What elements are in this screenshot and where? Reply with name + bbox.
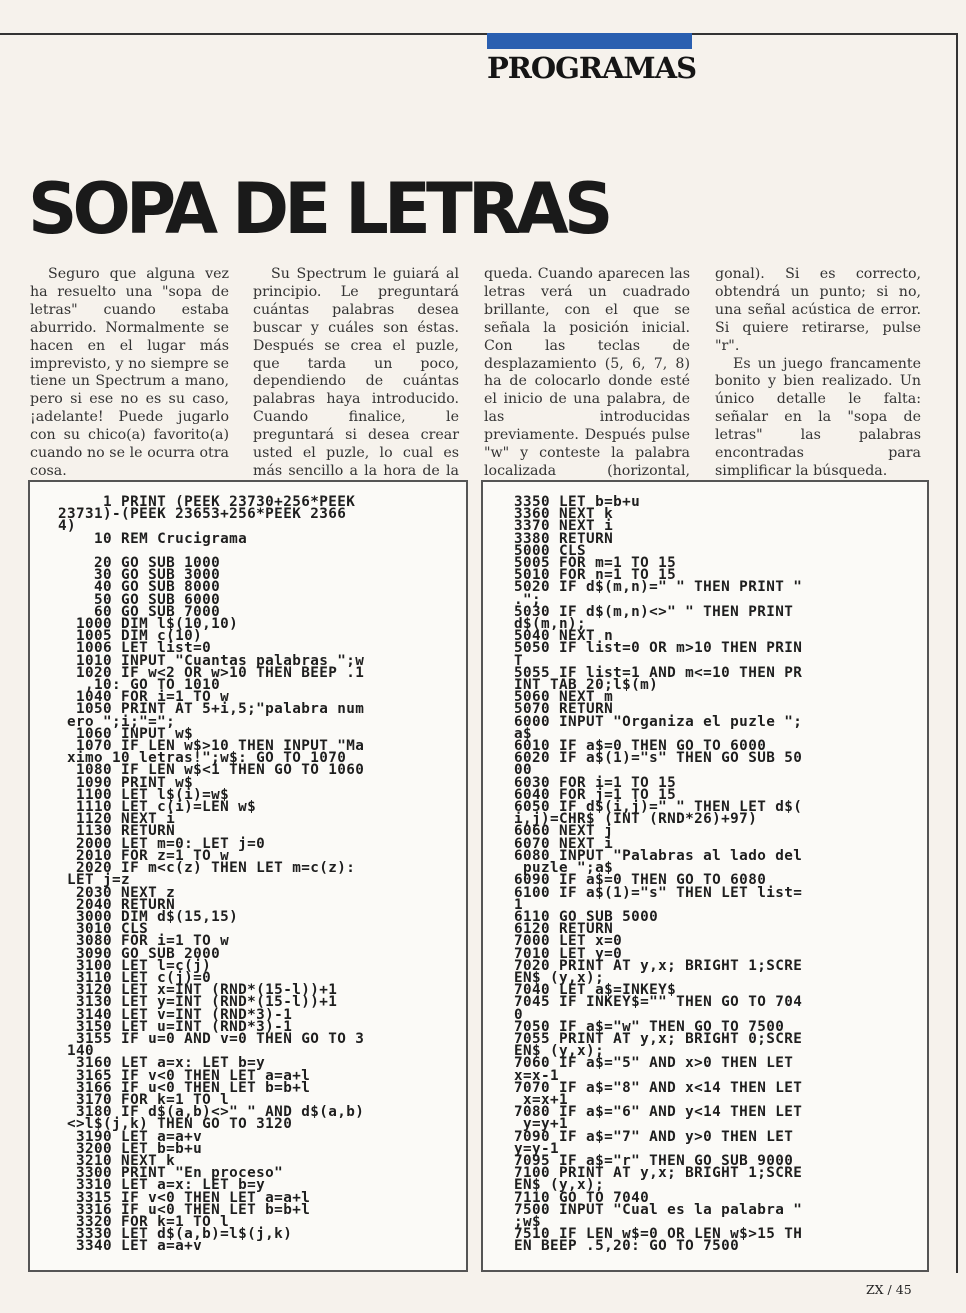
- basic-code-left: 1 PRINT (PEEK 23730+256*PEEK 23731)-(PEEK 23653+256*PEEK 2366 4) 10 REM Crucigrama 20 GO SUB 1000 30 GO SUB 3000 40 GO SUB 8000 50 GO SUB 6000 60 GO SUB 7000 1000 DIM l$(10,10) 1005 DIM c(10) 1006 LET list=0 1010 INPUT "Cuantas palabras ";w 1020 IF w<2 OR w>10 THEN BEEP .1 ,10: GO TO 1010 1040 FOR i=1 TO w 1050 PRINT AT 5+i,5;"palabra num ero ";i;"="; 1060 INPUT w$ 1070 IF LEN w$>10 THEN INPUT "Ma ximo 10 letras!";w$: GO TO 1070 1080 IF LEN w$<1 THEN GO TO 1060 1090 PRINT w$ 1100 LET l$(i)=w$ 1110 LET c(i)=LEN w$ 1120 NEXT i 1130 RETURN 2000 LET m=0: LET j=0 2010 FOR z=1 TO w 2020 IF m<c(z) THEN LET m=c(z): LET j=z 2030 NEXT z 2040 RETURN 3000 DIM d$(15,15) 3010 CLS 3080 FOR i=1 TO w 3090 GO SUB 2000 3100 LET l=c(j) 3110 LET c(j)=0 3120 LET x=INT (RND*(15-l))+1 3130 LET y=INT (RND*(15-l))+1 3140 LET v=INT (RND*3)-1 3150 LET u=INT (RND*3)-1 3155 IF u=0 AND v=0 THEN GO TO 3 140 3160 LET a=x: LET b=y 3165 IF v<0 THEN LET a=a+l 3166 IF u<0 THEN LET b=b+l 3170 FOR k=1 TO l 3180 IF d$(a,b)<>" " AND d$(a,b) <>l$(j,k) THEN GO TO 3120 3190 LET a=a+v 3200 LET b=b+u 3210 NEXT k 3300 PRINT "En proceso" 3310 LET a=x: LET b=y 3315 IF v<0 THEN LET a=a+l 3316 IF u<0 THEN LET b=b+l 3320 FOR k=1 TO l 3330 LET d$(a,b)=l$(j,k) 3340 LET a=a+v: [58, 494, 365, 1255]
- paragraph: queda. Cuando aparecen las letras verá un cuadrado brillante, con el que se señala la posición inicial. Con las teclas de desplazamiento (5, 6, 7, 8) ha de colocarlo donde esté el inicio de una palabra, de las introducidas previamente. Después pulse "w" y conteste la palabra localizada (horizontal,: [484, 266, 690, 479]
- text-column-2: [253, 266, 459, 499]
- section-color-bar: [487, 33, 692, 49]
- paragraph: Su Spectrum le guiará al principio. Le preguntará cuántas palabras desea buscar y cuáles son éstas. Después se crea el puzle, que tarda un poco, dependiendo de cuántas palabras haya introducido. Cuando finalice, le preguntará si desea crear usted el puzle, lo cual es más sencillo a la hora de la: [253, 266, 459, 479]
- page-folio: ZX / 45: [866, 1282, 912, 1297]
- text-column-4: [715, 266, 921, 499]
- text-column-1: [30, 266, 229, 481]
- basic-code-right: 3350 LET b=b+u 3360 NEXT k 3370 NEXT i 3380 RETURN 5000 CLS 5005 FOR m=1 TO 15 5010 FOR n=1 TO 15 5020 IF d$(m,n)=" " THEN PRINT " ."; 5030 IF d$(m,n)<>" " THEN PRINT d$(m,n); 5040 NEXT n 5050 IF list=0 OR m>10 THEN PRIN T 5055 IF list=1 AND m<=10 THEN PR INT TAB 20;l$(m) 5060 NEXT m 5070 RETURN 6000 INPUT "Organiza el puzle "; a$ 6010 IF a$=0 THEN GO TO 6000 6020 IF a$(1)="s" THEN GO SUB 50 00 6030 FOR i=1 TO 15 6040 FOR j=1 TO 15 6050 IF d$(i,j)=" " THEN LET d$( i,j)=CHR$ (INT (RND*26)+97) 6060 NEXT j 6070 NEXT i 6080 INPUT "Palabras al lado del puzle ";a$ 6090 IF a$=0 THEN GO TO 6080 6100 IF a$(1)="s" THEN LET list= 1 6110 GO SUB 5000 6120 RETURN 7000 LET x=0 7010 LET y=0 7020 PRINT AT y,x; BRIGHT 1;SCRE EN$ (y,x); 7040 LET a$=INKEY$ 7045 IF INKEY$="" THEN GO TO 704 0 7050 IF a$="w" THEN GO TO 7500 7055 PRINT AT y,x; BRIGHT 0;SCRE EN$ (y,x); 7060 IF a$="5" AND x>0 THEN LET x=x-1 7070 IF a$="8" AND x<14 THEN LET x=x+1 7080 IF a$="6" AND y<14 THEN LET y=y+1 7090 IF a$="7" AND y>0 THEN LET y=y-1 7095 IF a$="r" THEN GO SUB 9000 7100 PRINT AT y,x; BRIGHT 1;SCRE EN$ (y,x); 7110 GO TO 7040 7500 INPUT "Cual es la palabra " ;w$ 7510 IF LEN w$=0 OR LEN w$>15 TH EN BEEP .5,20: GO TO 7500: [514, 494, 803, 1255]
- paragraph: Seguro que alguna vez ha resuelto una "sopa de letras" cuando estaba aburrido. Normalmente se hacen en el lugar más imprevisto, y no siempre se tiene un Spectrum a mano, pero si ese no es su caso, ¡adelante! Puede jugarlo con su chico(a) favorito(a) cuando no se le ocurra otra cosa.: [30, 266, 229, 479]
- paragraph: gonal). Si es correcto, obtendrá un punto; si no, una señal acústica de error. Si quiere retirarse, pulse "r".: [715, 266, 921, 354]
- text-column-3: [484, 266, 690, 499]
- top-rule: [0, 33, 958, 35]
- program-listing-right: [481, 480, 929, 1272]
- article-title: SOPA DE LETRAS: [28, 168, 609, 250]
- paragraph: Es un juego francamente bonito y bien realizado. Un único detalle le falta: señalar en la "sopa de letras" las palabras encontradas para simplificar la búsqueda.: [715, 355, 921, 479]
- section-title: PROGRAMAS: [487, 51, 697, 85]
- right-rule: [956, 33, 958, 1273]
- program-listing-left: [28, 480, 468, 1272]
